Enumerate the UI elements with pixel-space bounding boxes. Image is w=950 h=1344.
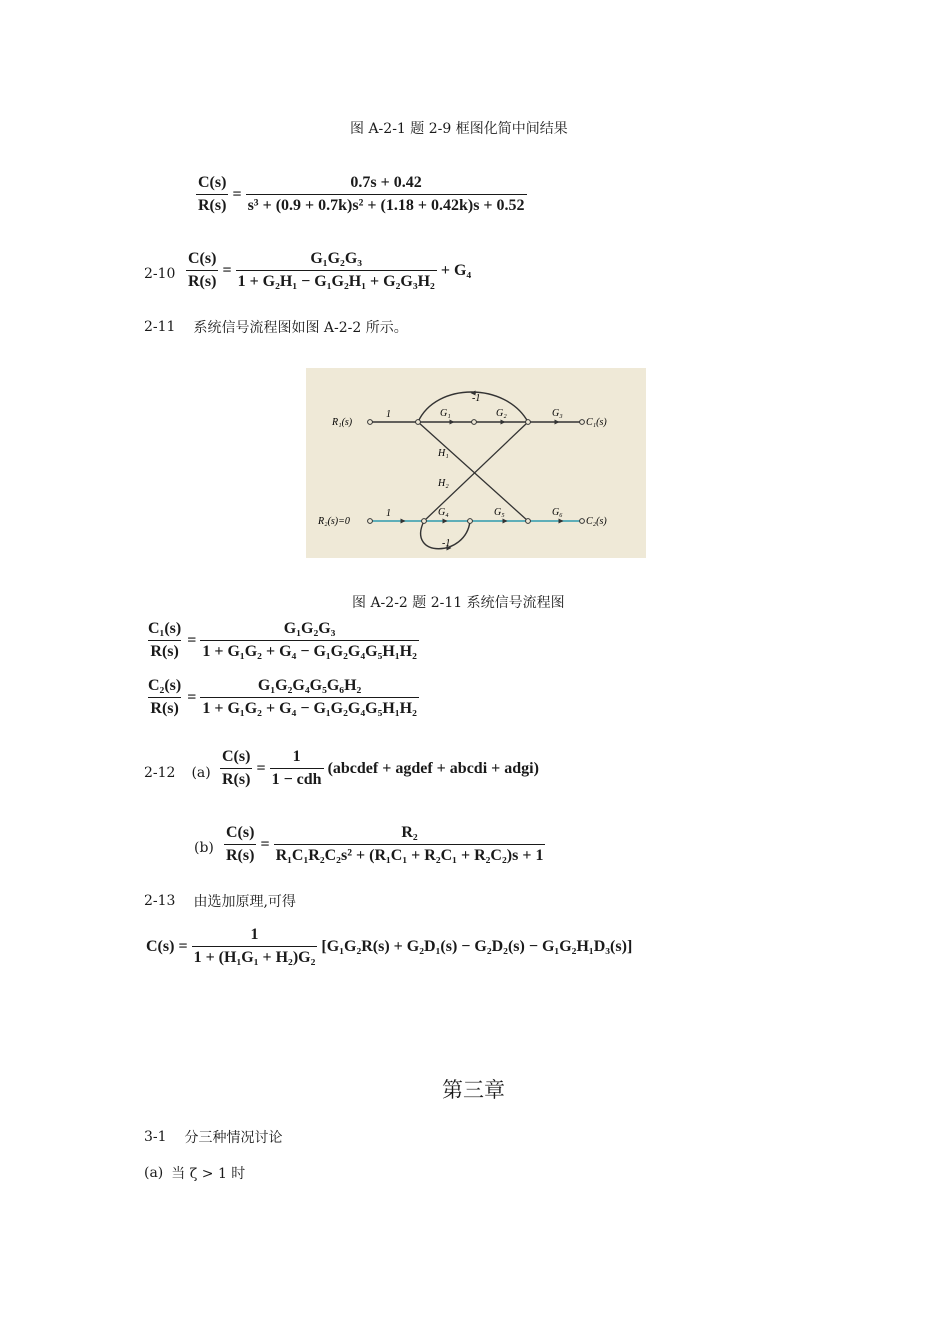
- lhs-numerator: C(s): [226, 824, 255, 841]
- rhs-fraction: [192, 926, 318, 967]
- lhs-numerator: C(s): [222, 748, 251, 765]
- label-c2: C₂(s): [586, 516, 607, 527]
- equals-sign: =: [187, 631, 197, 649]
- paragraph-3-1a: [144, 1163, 245, 1183]
- problem-label-2-11: 2-11: [144, 319, 176, 335]
- label-h2: H₂: [438, 478, 449, 489]
- label-g4: G₄: [438, 507, 449, 518]
- rhs-denominator: s³ + (0.9 + 0.7k)s² + (1.18 + 0.42k)s + 0.52: [246, 194, 527, 215]
- sub-label-a: (a): [191, 765, 211, 781]
- rhs-denominator: R₁C₁R₂C₂s² + (R₁C₁ + R₂C₁ + R₂C₂)s + 1: [274, 844, 546, 865]
- lhs-numerator: C₁(s): [148, 620, 182, 637]
- rhs-fraction: [200, 677, 419, 718]
- rhs-fraction: [236, 250, 437, 291]
- label-neg-top: -1: [472, 393, 481, 404]
- equation-2-11-c2: [146, 677, 419, 718]
- sub-label-b: (b): [194, 840, 214, 856]
- label-g5: G₅: [494, 507, 505, 518]
- label-one-bottom: 1: [386, 508, 391, 519]
- equation-2-10: [186, 250, 471, 291]
- rhs-denominator: 1 + G₁G₂ + G₄ − G₁G₂G₄G₅H₁H₂: [200, 640, 419, 661]
- paragraph-text: 由选加原理,可得: [193, 894, 296, 910]
- label-g2: G₂: [496, 408, 507, 419]
- lhs-denominator: R(s): [224, 844, 256, 865]
- lhs-denominator: R(s): [148, 640, 180, 661]
- problem-label-3-1: 3-1: [144, 1129, 167, 1145]
- equation-2-11-c1: [146, 620, 419, 661]
- rhs-numerator: G₁G₂G₄G₅G₆H₂: [257, 677, 362, 694]
- rhs-numerator: 1: [292, 748, 301, 765]
- equation-2-12b: [224, 824, 545, 865]
- equation-2-12a: [220, 748, 539, 789]
- rhs-fraction: [274, 824, 546, 865]
- equals-sign: =: [222, 261, 232, 279]
- figure-caption-a21: 图 A-2-1 题 2-9 框图化简中间结果: [350, 121, 568, 137]
- lhs-fraction: [186, 250, 218, 291]
- signal-flow-graph-figure: [306, 368, 646, 558]
- rhs-numerator: G₁G₂G₃: [283, 620, 336, 637]
- lhs-denominator: R(s): [196, 194, 228, 215]
- rhs-numerator: G₁G₂G₃: [310, 250, 363, 267]
- paragraph-text: 当 ζ > 1 时: [171, 1166, 246, 1182]
- lhs-numerator: C₂(s): [148, 677, 182, 694]
- equals-sign: =: [260, 835, 270, 853]
- label-h1: H₁: [438, 448, 449, 459]
- paragraph-text: 分三种情况讨论: [184, 1130, 283, 1146]
- signal-flow-graph-svg: [306, 368, 646, 558]
- rhs-denominator: 1 − cdh: [270, 768, 324, 789]
- label-2-12a-row: [144, 765, 211, 781]
- equation-tail: + G₄: [440, 261, 472, 279]
- problem-label-2-13: 2-13: [144, 893, 176, 909]
- rhs-denominator: 1 + G₁G₂ + G₄ − G₁G₂G₄G₅H₁H₂: [200, 697, 419, 718]
- rhs-fraction: [270, 748, 324, 789]
- paragraph-text: 系统信号流程图如图 A-2-2 所示。: [193, 320, 408, 336]
- equation-tail: [G₁G₂R(s) + G₂D₁(s) − G₂D₂(s) − G₁G₂H₁D₃(s)]: [321, 937, 633, 955]
- equals-sign: =: [256, 759, 266, 777]
- figure-caption-a22: 图 A-2-2 题 2-11 系统信号流程图: [352, 595, 565, 611]
- label-g6: G₆: [552, 507, 563, 518]
- lhs-denominator: R(s): [186, 270, 218, 291]
- equation-2-9: [196, 174, 527, 215]
- lhs-denominator: R(s): [220, 768, 252, 789]
- rhs-numerator: 0.7s + 0.42: [350, 174, 422, 191]
- lhs-fraction: [146, 677, 183, 718]
- lhs-numerator: C(s): [198, 174, 227, 191]
- label-neg-bottom: -1: [442, 538, 451, 549]
- rhs-fraction: [246, 174, 527, 215]
- label-r1: R₁(s): [332, 417, 353, 428]
- chapter-heading: 第三章: [442, 1078, 505, 1102]
- equals-sign: =: [187, 688, 197, 706]
- lhs-denominator: R(s): [148, 697, 180, 718]
- rhs-numerator: 1: [250, 926, 259, 943]
- sub-label-a: (a): [144, 1165, 164, 1181]
- label-one-top: 1: [386, 409, 391, 420]
- label-g1: G₁: [440, 408, 451, 419]
- paragraph-2-11: [144, 317, 408, 337]
- equation-lhs: C(s) =: [146, 937, 188, 955]
- rhs-denominator: 1 + G₂H₁ − G₁G₂H₁ + G₂G₃H₂: [236, 270, 437, 291]
- problem-label-2-12: 2-12: [144, 765, 176, 781]
- equation-tail: (abcdef + agdef + abcdi + adgi): [327, 759, 539, 777]
- equals-sign: =: [232, 185, 242, 203]
- label-g3: G₃: [552, 408, 563, 419]
- rhs-fraction: [200, 620, 419, 661]
- paragraph-2-13: [144, 891, 296, 911]
- problem-label-2-10: 2-10: [144, 266, 176, 282]
- equation-2-13: [146, 926, 632, 967]
- lhs-fraction: [146, 620, 183, 661]
- label-c1: C₁(s): [586, 417, 607, 428]
- label-r2: R₂(s)=0: [318, 516, 350, 527]
- lhs-fraction: [224, 824, 256, 865]
- lhs-fraction: [196, 174, 228, 215]
- lhs-numerator: C(s): [188, 250, 217, 267]
- rhs-denominator: 1 + (H₁G₁ + H₂)G₂: [192, 946, 318, 967]
- lhs-fraction: [220, 748, 252, 789]
- paragraph-3-1: [144, 1127, 283, 1147]
- rhs-numerator: R₂: [401, 824, 418, 841]
